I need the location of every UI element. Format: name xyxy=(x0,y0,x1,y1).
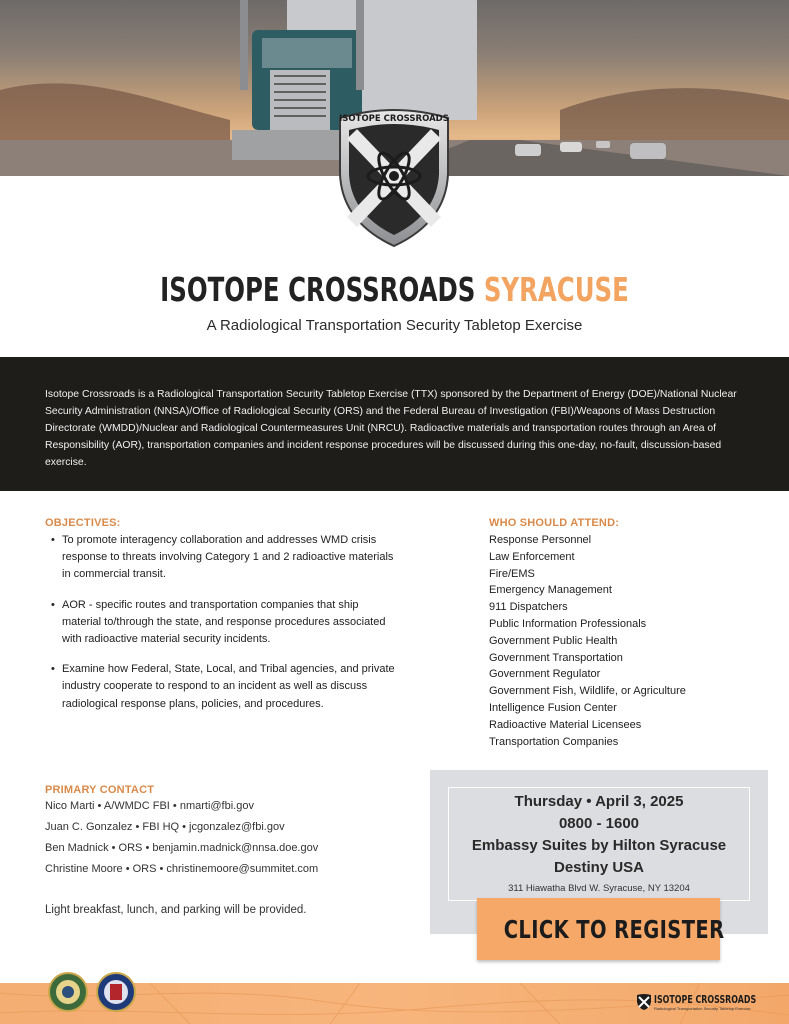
provided-note: Light breakfast, lunch, and parking will be provided. xyxy=(45,904,307,916)
event-venue-secondary: Destiny USA xyxy=(553,859,645,876)
attend-item: Transportation Companies xyxy=(489,735,619,748)
attend-section xyxy=(489,517,749,750)
objective-item: • AOR - specific routes and transportation companies that ship material to/through the state, and response procedures associated with radioactive material security incidents. xyxy=(45,597,395,649)
page-title xyxy=(103,270,687,309)
footer-shield-icon xyxy=(636,993,652,1011)
footer-logo xyxy=(636,993,757,1013)
contact-heading: PRIMARY CONTACT xyxy=(45,784,155,796)
attend-heading: WHO SHOULD ATTEND: xyxy=(489,517,620,529)
intro-band xyxy=(0,357,789,491)
attend-list xyxy=(489,532,749,750)
attend-item: Government Public Health xyxy=(489,634,618,647)
event-time: 0800 - 1600 xyxy=(558,815,640,832)
objectives-list xyxy=(45,532,395,713)
attend-item: Response Personnel xyxy=(489,534,592,546)
attend-item: Public Information Professionals xyxy=(489,617,647,630)
contact-row: Nico Marti • A/WMDC FBI • nmarti@fbi.gov xyxy=(45,800,254,812)
event-date: Thursday • April 3, 2025 xyxy=(514,793,684,810)
title-accent: SYRACUSE xyxy=(483,270,629,309)
attend-item: Law Enforcement xyxy=(489,550,575,563)
attend-item: Intelligence Fusion Center xyxy=(489,701,617,714)
attend-item: 911 Dispatchers xyxy=(489,601,568,614)
objectives-heading: OBJECTIVES: xyxy=(45,517,121,529)
event-venue: Embassy Suites by Hilton Syracuse xyxy=(471,837,727,854)
event-address: 311 Hiawatha Blvd W. Syracuse, NY 13204 xyxy=(508,883,690,894)
attend-item: Radioactive Material Licensees xyxy=(489,718,642,731)
contact-row: Juan C. Gonzalez • FBI HQ • jcgonzalez@fbi.gov xyxy=(45,821,285,833)
page-subtitle: A Radiological Transportation Security Tabletop Exercise xyxy=(206,317,583,334)
register-button[interactable] xyxy=(477,898,725,960)
contact-row: Ben Madnick • ORS • benjamin.madnick@nnsa.doe.gov xyxy=(45,842,319,854)
doe-seal xyxy=(48,972,88,1012)
contact-row: Christine Moore • ORS • christinemoore@summitet.com xyxy=(45,863,319,875)
isotope-crossroads-badge xyxy=(336,104,452,248)
primary-contact-section xyxy=(45,784,415,880)
intro-text: Isotope Crossroads is a Radiological Transportation Security Tabletop Exercise (TTX) sponsored by the Department of Energy (DOE)/National Nuclear Security Administration (NNSA)/Office of Radiological Security (ORS) and the Federal Bureau of Investigation (FBI)/Weapons of Mass Destruction Directorate (WMDD)/Nuclear and Radiological Countermeasures Unit (NRCU). Radioactive materials and transportation routes through an Area of Responsibility (AOR), transportation companies and incident response procedures will be discussed during this one-day, no-fault, discussion-based exercise. xyxy=(45,389,737,468)
badge-text: ISOTOPE CROSSROADS xyxy=(339,114,449,124)
attend-item: Fire/EMS xyxy=(489,567,535,580)
objective-item: • Examine how Federal, State, Local, and Tribal agencies, and private industry cooperate to respond to an incident as well as discuss radiological response plans, policies, and procedures. xyxy=(45,661,395,713)
attend-item: Government Transportation xyxy=(489,651,623,664)
objectives-section xyxy=(45,517,395,726)
attend-item: Government Regulator xyxy=(489,668,601,681)
register-button-label: CLICK TO REGISTER xyxy=(503,914,725,944)
footer-logo-text: ISOTOPE CROSSROADS xyxy=(654,993,757,1006)
event-details-inner xyxy=(448,787,750,901)
objective-item: • To promote interagency collaboration and addresses WMD crisis response to threats involving Category 1 and 2 radioactive materials in commercial transit. xyxy=(45,532,395,584)
fbi-seal xyxy=(96,972,136,1012)
title-main: ISOTOPE CROSSROADS xyxy=(160,270,476,309)
attend-item: Emergency Management xyxy=(489,584,612,597)
footer-logo-subtext: Radiological Transportation Security Tabletop Exercise xyxy=(654,1006,751,1011)
attend-item: Government Fish, Wildlife, or Agriculture xyxy=(489,685,686,698)
